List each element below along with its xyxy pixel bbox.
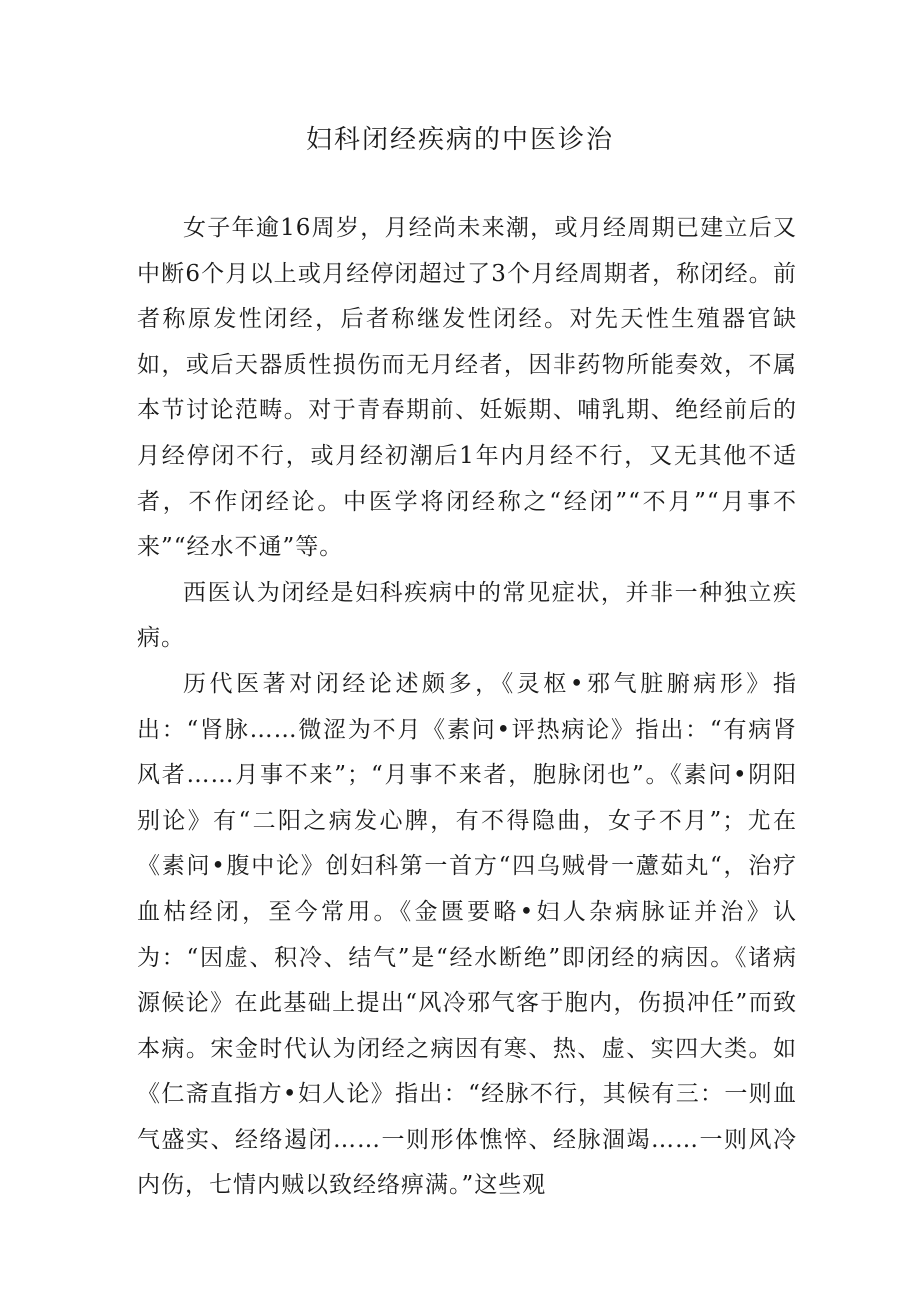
paragraph-western-view: 西医认为闭经是妇科疾病中的常见症状，并非一种独立疾病。: [137, 579, 797, 652]
document-title: 妇科闭经疾病的中医诊治: [305, 125, 614, 155]
paragraph-historical-literature: 历代医著对闭经论述颇多，《灵枢•邪气脏腑病形》指出：“肾脉……微涩为不月《素问•评热病论》指出：“有病肾风者……月事不来”；“月事不来者，胞脉闭也”。《素问•阴阳别论》有“二阳之病发心脾，有不得隐曲，女子不月”；尤在《素问•腹中论》创妇科第一首方“四乌贼骨一藘茹丸“，治疗血枯经闭，至今常用。《金匮要略•妇人杂病脉证并治》认为：“因虚、积冷、结气”是“经水断绝”即闭经的病因。《诸病源候论》在此基础上提出“风冷邪气客于胞内，伤损冲任”而致本病。宋金时代认为闭经之病因有寒、热、虚、实四大类。如《仁斋直指方•妇人论》指出：“经脉不行，其候有三：一则血气盛实、经络遏闭……一则形体憔悴、经脉涸竭……一则风冷内伤，七情内贼以致经络痹满。”这些观: [137, 670, 797, 1199]
document-body: [137, 206, 797, 1209]
paragraph-definition: 女子年逾16周岁，月经尚未来潮，或月经周期已建立后又中断6个月以上或月经停闭超过了3个月经周期者，称闭经。前者称原发性闭经，后者称继发性闭经。对先天性生殖器官缺如，或后天器质性损伤而无月经者，因非药物所能奏效，不属本节讨论范畴。对于青春期前、妊娠期、哺乳期、绝经前后的月经停闭不行，或月经初潮后1年内月经不行，又无其他不适者，不作闭经论。中医学将闭经称之“经闭”“不月”“月事不来”“经水不通”等。: [137, 215, 797, 561]
